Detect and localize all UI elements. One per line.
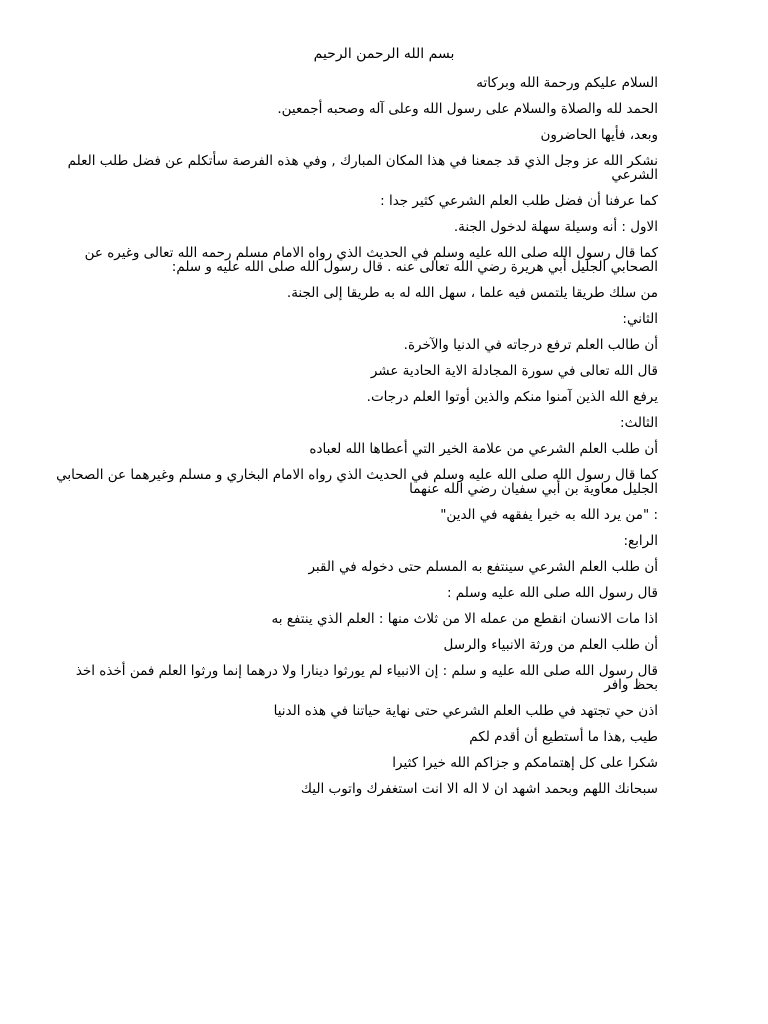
paragraph: اذن حي تجتهد في طلب العلم الشرعي حتى نهاية حياتنا في هذه الدنيا bbox=[273, 703, 658, 719]
paragraph: السلام عليكم ورحمة الله وبركاته bbox=[476, 75, 658, 91]
paragraph: الحمد لله والصلاة والسلام على رسول الله وعلى آله وصحبه أجمعين. bbox=[277, 101, 658, 117]
paragraph: قال رسول الله صلى الله عليه وسلم : bbox=[446, 585, 658, 601]
paragraph: وبعد، فأيها الحاضرون bbox=[540, 127, 658, 143]
paragraph: : "من يرد الله به خيرا يفقهه في الدين" bbox=[440, 507, 658, 523]
paragraph: كما عرفنا أن فضل طلب العلم الشرعي كثير جدا : bbox=[380, 193, 658, 209]
paragraph: أن طلب العلم من ورثة الانبياء والرسل bbox=[443, 637, 658, 653]
paragraph: أن طلب العلم الشرعي من علامة الخير التي أعطاها الله لعباده bbox=[309, 441, 658, 457]
paragraph: سبحانك اللهم وبحمد اشهد ان لا اله الا انت استغفرك واتوب اليك bbox=[300, 781, 658, 797]
paragraph: الرابع: bbox=[623, 533, 658, 549]
paragraph: طيب ,هذا ما أستطيع أن أقدم لكم bbox=[469, 729, 658, 745]
document-title: بسم الله الرحمن الرحيم bbox=[313, 46, 455, 62]
paragraph: شكرا على كل إهتمامكم و جزاكم الله خيرا كثيرا bbox=[392, 755, 658, 771]
paragraph: الاول : أنه وسيلة سهلة لدخول الجنة. bbox=[453, 219, 658, 235]
paragraph: الثالث: bbox=[620, 415, 658, 431]
paragraph: كما قال رسول الله صلى الله عليه وسلم في الحديث الذي رواه الامام مسلم رحمه الله تعالى وغيره عن الصحابي الجليل أبي هريرة رضي الله تعالى عنه . قال رسول الله صلى الله عليه و سلم: bbox=[84, 245, 658, 275]
paragraph: يرفع الله الذين آمنوا منكم والذين أوتوا العلم درجات. bbox=[366, 389, 658, 405]
paragraph: الثاني: bbox=[622, 311, 658, 327]
paragraph: أن طالب العلم ترفع درجاته في الدنيا والآخرة. bbox=[403, 337, 658, 353]
paragraph: من سلك طريقا يلتمس فيه علما ، سهل الله له به طريقا إلى الجنة. bbox=[286, 285, 658, 301]
paragraph: أن طلب العلم الشرعي سينتفع به المسلم حتى دخوله في القبر bbox=[308, 559, 658, 575]
paragraph: اذا مات الانسان انقطع من عمله الا من ثلاث منها : العلم الذي ينتفع به bbox=[271, 611, 658, 627]
paragraph: كما قال رسول الله صلى الله عليه وسلم في الحديث الذي رواه الامام البخاري و مسلم وغيرهما عن الصحابي الجليل معاوية بن أبي سفيان رضي الله عنهما bbox=[56, 467, 658, 497]
paragraph: نشكر الله عز وجل الذي قد جمعنا في هذا المكان المبارك , وفي هذه الفرصة سأتكلم عن فضل طلب العلم الشرعي bbox=[67, 153, 658, 183]
paragraph: قال رسول الله صلى الله عليه و سلم : إن الانبياء لم يورثوا دينارا ولا درهما إنما ورثوا العلم فمن أخذه اخذ بحظ وافر bbox=[75, 663, 658, 693]
paragraph: قال الله تعالى في سورة المجادلة الاية الحادية عشر bbox=[370, 363, 658, 379]
document-body bbox=[52, 76, 658, 808]
